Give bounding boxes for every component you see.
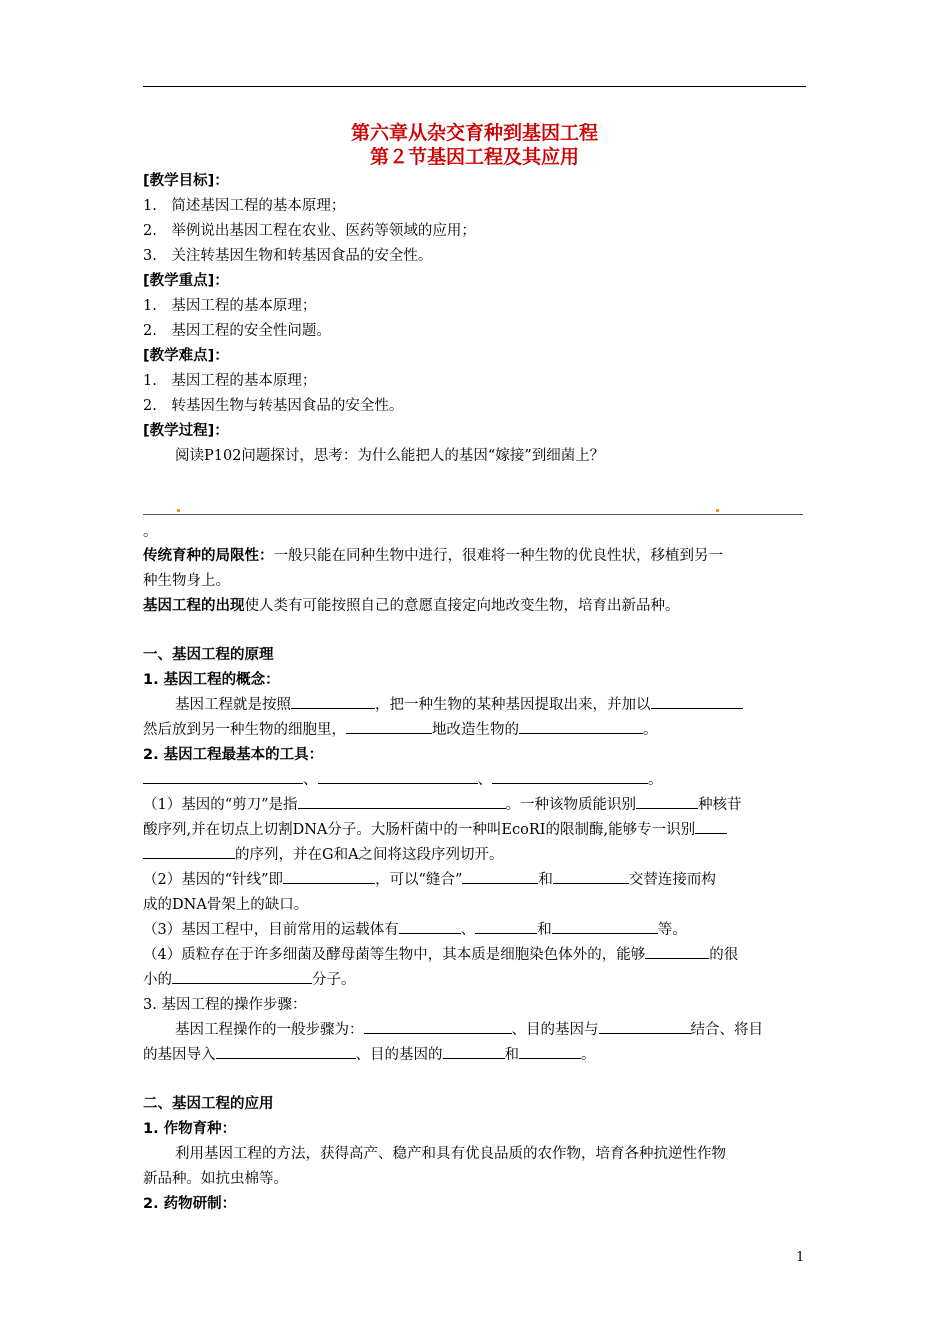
needle-line1 <box>143 868 809 892</box>
concept-heading: 1. 基因工程的概念： <box>143 672 280 688</box>
fill-in-blank <box>519 718 643 734</box>
fill-in-blank <box>645 943 709 959</box>
answer-end: 。 <box>143 524 158 540</box>
concept-line2 <box>143 718 809 742</box>
text-fragment: 。 <box>648 772 663 788</box>
scissors-line1 <box>143 793 809 817</box>
section-title: 第２节基因工程及其应用 <box>369 146 579 168</box>
fill-in-blank <box>364 1018 512 1034</box>
text-fragment: ，把一种生物的某种基因提取出来，并加以 <box>375 697 651 713</box>
text-fragment: 。 <box>581 1047 596 1063</box>
fill-in-blank <box>599 1018 691 1034</box>
fill-in-blank <box>636 793 698 809</box>
difficult-heading: [教学难点]： <box>143 348 229 364</box>
fill-in-blank <box>399 918 461 934</box>
needle-line2: 成的DNA骨架上的缺口。 <box>143 897 309 913</box>
traditional-text: 一般只能在同种生物中进行，很难将一种生物的优良性状，移植到另一 <box>273 548 723 564</box>
text-fragment: 的基因导入 <box>143 1047 216 1063</box>
read-prompt: 阅读P102问题探讨，思考：为什么能把人的基因“嫁接”到细菌上？ <box>175 448 605 464</box>
fill-in-blank <box>346 718 432 734</box>
section2-heading: 二、基因工程的应用 <box>143 1096 274 1112</box>
text-fragment: 基因工程就是按照 <box>175 697 291 713</box>
text-fragment: 、 <box>477 772 492 788</box>
tools-heading: 2. 基因工程最基本的工具： <box>143 747 324 763</box>
key-item: 2. 基因工程的安全性问题。 <box>143 323 331 339</box>
text-fragment: 、 <box>460 922 476 938</box>
difficult-item: 2. 转基因生物与转基因食品的安全性。 <box>143 398 404 414</box>
emergence-para <box>143 594 809 618</box>
fill-in-blank <box>283 868 375 884</box>
key-item: 1. 基因工程的基本原理； <box>143 298 317 314</box>
key-heading: [教学重点]： <box>143 273 229 289</box>
marker-dot <box>177 509 180 512</box>
goal-item: 3. 关注转基因生物和转基因食品的安全性。 <box>143 248 433 264</box>
emergence-label: 基因工程的出现 <box>143 598 245 614</box>
text-fragment: （4）质粒存在于许多细菌及酵母菌等生物中，其本质是细胞染色体外的，能够 <box>143 947 646 963</box>
fill-in-blank <box>143 843 235 859</box>
text-fragment: 分子。 <box>312 972 356 988</box>
chapter-title: 第六章从杂交育种到基因工程 <box>350 122 598 144</box>
crop-heading: 1. 作物育种： <box>143 1121 237 1137</box>
emergence-text: 使人类有可能按照自己的意愿直接定向地改变生物，培育出新品种。 <box>244 598 680 614</box>
concept-line1 <box>175 693 841 717</box>
drug-heading: 2. 药物研制： <box>143 1196 237 1212</box>
vector-line <box>143 918 809 942</box>
text-fragment: 等。 <box>657 922 687 938</box>
goal-item: 2. 举例说出基因工程在农业、医药等领域的应用； <box>143 223 476 239</box>
text-fragment: （2）基因的“针线”即 <box>143 872 284 888</box>
fill-in-blank <box>651 693 743 709</box>
fill-in-blank <box>519 1043 581 1059</box>
text-fragment: ，可以“缝合” <box>375 872 463 888</box>
traditional-para <box>143 544 809 568</box>
steps-line1 <box>175 1018 841 1042</box>
scissors-line3 <box>143 843 809 867</box>
page-number: 1 <box>796 1250 805 1265</box>
text-fragment: 和 <box>504 1047 519 1063</box>
fill-in-blank <box>172 968 312 984</box>
plasmid-line2 <box>143 968 809 992</box>
traditional-text-cont: 种生物身上。 <box>143 573 230 589</box>
text-fragment: 。一种该物质能识别 <box>505 797 637 813</box>
marker-dot <box>716 509 719 512</box>
text-fragment: 交替连接而构 <box>628 872 716 888</box>
fill-in-blank <box>553 868 629 884</box>
steps-line2 <box>143 1043 809 1067</box>
text-fragment: 基因工程操作的一般步骤为： <box>175 1022 364 1038</box>
fill-in-blank <box>552 918 658 934</box>
text-fragment: 、 <box>303 772 318 788</box>
fill-in-blank <box>443 1043 505 1059</box>
text-fragment: 地改造生物的 <box>432 722 519 738</box>
fill-in-blank <box>318 768 478 784</box>
text-fragment: （1）基因的“剪刀”是指 <box>143 797 298 813</box>
text-fragment: 结合、将目 <box>690 1022 763 1038</box>
crop-text: 利用基因工程的方法，获得高产、稳产和具有优良品质的农作物，培育各种抗逆性作物 <box>175 1146 726 1162</box>
text-fragment: （3）基因工程中，目前常用的运载体有 <box>143 922 399 938</box>
text-fragment: 、目的基因与 <box>511 1022 599 1038</box>
text-fragment: 种核苷 <box>698 797 742 813</box>
text-fragment: 和 <box>537 922 552 938</box>
fill-in-blank <box>492 768 648 784</box>
goal-item: 1. 简述基因工程的基本原理； <box>143 198 346 214</box>
fill-in-blank <box>462 868 538 884</box>
text-fragment: 然后放到另一种生物的细胞里， <box>143 722 346 738</box>
crop-text-cont: 新品种。如抗虫棉等。 <box>143 1171 288 1187</box>
plasmid-line1 <box>143 943 809 967</box>
steps-heading: 3. 基因工程的操作步骤： <box>143 997 307 1013</box>
text-fragment: 、目的基因的 <box>355 1047 443 1063</box>
fill-in-blank <box>216 1043 356 1059</box>
fill-in-blank <box>143 768 303 784</box>
process-heading: [教学过程]： <box>143 423 229 439</box>
section1-heading: 一、基因工程的原理 <box>143 647 274 663</box>
text-fragment: 的很 <box>709 947 739 963</box>
scissors-line2 <box>143 818 809 842</box>
fill-in-blank <box>298 793 506 809</box>
header-rule <box>143 86 806 87</box>
text-fragment: 的序列，并在G和A之间将这段序列切开。 <box>235 847 504 863</box>
text-fragment: 。 <box>643 722 658 738</box>
traditional-label: 传统育种的局限性： <box>143 548 274 564</box>
fill-in-blank <box>475 918 537 934</box>
fill-in-blank <box>291 693 375 709</box>
difficult-item: 1. 基因工程的基本原理； <box>143 373 317 389</box>
text-fragment: 小的 <box>143 972 172 988</box>
text-fragment: 和 <box>538 872 553 888</box>
goals-heading: [教学目标]： <box>143 173 229 189</box>
text-fragment: 酸序列,并在切点上切割DNA分子。大肠杆菌中的一种叫EcoRI的限制酶,能够专一识别 <box>143 822 696 838</box>
tools-blanks <box>143 768 809 792</box>
fill-in-blank <box>695 818 727 834</box>
answer-line <box>143 514 803 515</box>
